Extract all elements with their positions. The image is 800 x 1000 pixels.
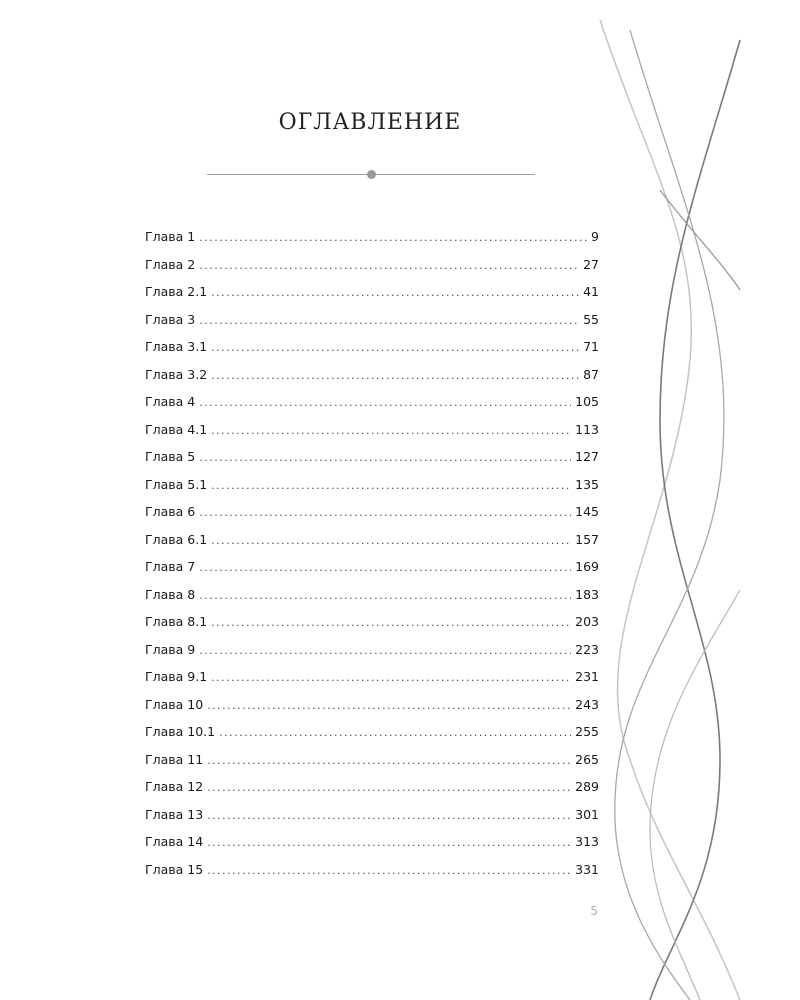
toc-leader-dots [211,616,571,629]
toc-entry-page: 9 [591,229,599,244]
toc-entry-page: 127 [575,449,599,464]
page-title: ОГЛАВЛЕНИЕ [278,110,462,135]
toc-entry-page: 145 [575,504,599,519]
toc-entry[interactable] [145,477,599,505]
toc-leader-dots [199,506,571,519]
toc-entry-page: 265 [575,751,599,767]
toc-entry-page: 243 [575,696,599,712]
toc-entry-page: 331 [575,861,599,877]
toc-entry-label: Глава 6.1 [145,531,208,547]
toc-entry-label: Глава 13 [145,806,204,822]
divider-dot-icon [367,170,376,179]
toc-entry-label: Глава 8 [145,586,196,602]
toc-entry-page: 41 [583,284,599,299]
toc-entry-page: 71 [583,339,599,354]
toc-entry[interactable] [145,834,599,862]
toc-entry-label: Глава 5.1 [145,476,208,492]
toc-entry-label: Глава 3.2 [145,366,208,382]
toc-entry-label: Глава 1 [145,229,196,244]
toc-entry[interactable] [145,339,599,367]
table-of-contents [145,229,599,889]
wave-line [600,20,740,1000]
toc-entry-label: Глава 10.1 [145,724,216,739]
toc-entry-page: 255 [575,724,599,739]
toc-entry[interactable] [145,862,599,890]
toc-leader-dots [211,286,579,299]
toc-entry-page: 169 [575,559,599,574]
toc-leader-dots [207,864,571,877]
toc-entry-label: Глава 3 [145,311,196,327]
toc-leader-dots [207,699,571,712]
toc-entry[interactable] [145,614,599,642]
toc-leader-dots [199,231,587,244]
toc-entry[interactable] [145,367,599,395]
toc-entry-label: Глава 11 [145,751,204,767]
toc-entry-label: Глава 9.1 [145,669,208,684]
toc-leader-dots [199,314,579,327]
toc-entry[interactable] [145,642,599,670]
toc-entry[interactable] [145,532,599,560]
toc-entry[interactable] [145,807,599,835]
toc-entry[interactable] [145,724,599,752]
toc-entry-label: Глава 10 [145,696,204,712]
toc-entry-page: 157 [575,531,599,547]
toc-entry-page: 231 [575,669,599,684]
toc-leader-dots [207,754,571,767]
toc-entry[interactable] [145,504,599,532]
toc-leader-dots [211,341,579,354]
toc-entry-page: 223 [575,641,599,657]
toc-leader-dots [219,726,571,739]
toc-leader-dots [211,424,571,437]
toc-entry[interactable] [145,669,599,697]
toc-entry-page: 135 [575,476,599,492]
toc-entry-label: Глава 8.1 [145,614,208,629]
toc-entry[interactable] [145,394,599,422]
toc-leader-dots [211,369,579,382]
toc-entry-label: Глава 9 [145,641,196,657]
toc-entry-label: Глава 3.1 [145,339,208,354]
page-number: 5 [590,904,598,918]
toc-leader-dots [211,479,571,492]
wave-line [660,190,740,290]
wave-line [650,40,740,1000]
toc-leader-dots [207,836,571,849]
toc-leader-dots [199,644,571,657]
toc-leader-dots [199,561,571,574]
toc-leader-dots [199,396,571,409]
toc-leader-dots [207,781,571,794]
toc-entry-page: 313 [575,834,599,849]
toc-entry-label: Глава 2.1 [145,284,208,299]
toc-entry[interactable] [145,284,599,312]
toc-entry[interactable] [145,449,599,477]
toc-entry-page: 55 [583,311,599,327]
toc-entry[interactable] [145,312,599,340]
toc-leader-dots [199,589,571,602]
wave-line [650,590,740,1000]
toc-entry-label: Глава 14 [145,834,204,849]
toc-entry-label: Глава 15 [145,861,204,877]
wave-ornament [590,0,750,1000]
toc-entry-label: Глава 4.1 [145,421,208,437]
toc-entry-page: 203 [575,614,599,629]
toc-entry[interactable] [145,587,599,615]
toc-entry-label: Глава 12 [145,779,204,794]
toc-entry-label: Глава 2 [145,256,196,272]
toc-entry[interactable] [145,559,599,587]
toc-entry-page: 183 [575,586,599,602]
toc-entry[interactable] [145,779,599,807]
toc-leader-dots [211,534,571,547]
toc-entry-label: Глава 6 [145,504,196,519]
toc-entry-page: 27 [583,256,599,272]
toc-entry-page: 289 [575,779,599,794]
toc-entry[interactable] [145,229,599,257]
toc-leader-dots [199,451,571,464]
toc-entry-label: Глава 7 [145,559,196,574]
toc-entry[interactable] [145,422,599,450]
title-divider [207,168,535,182]
toc-entry[interactable] [145,697,599,725]
toc-entry[interactable] [145,257,599,285]
toc-leader-dots [199,259,579,272]
toc-entry[interactable] [145,752,599,780]
toc-leader-dots [207,809,571,822]
toc-entry-label: Глава 5 [145,449,196,464]
toc-entry-page: 301 [575,806,599,822]
toc-entry-label: Глава 4 [145,394,196,409]
toc-entry-page: 87 [583,366,599,382]
toc-entry-page: 105 [575,394,599,409]
toc-entry-page: 113 [575,421,599,437]
toc-leader-dots [211,671,571,684]
